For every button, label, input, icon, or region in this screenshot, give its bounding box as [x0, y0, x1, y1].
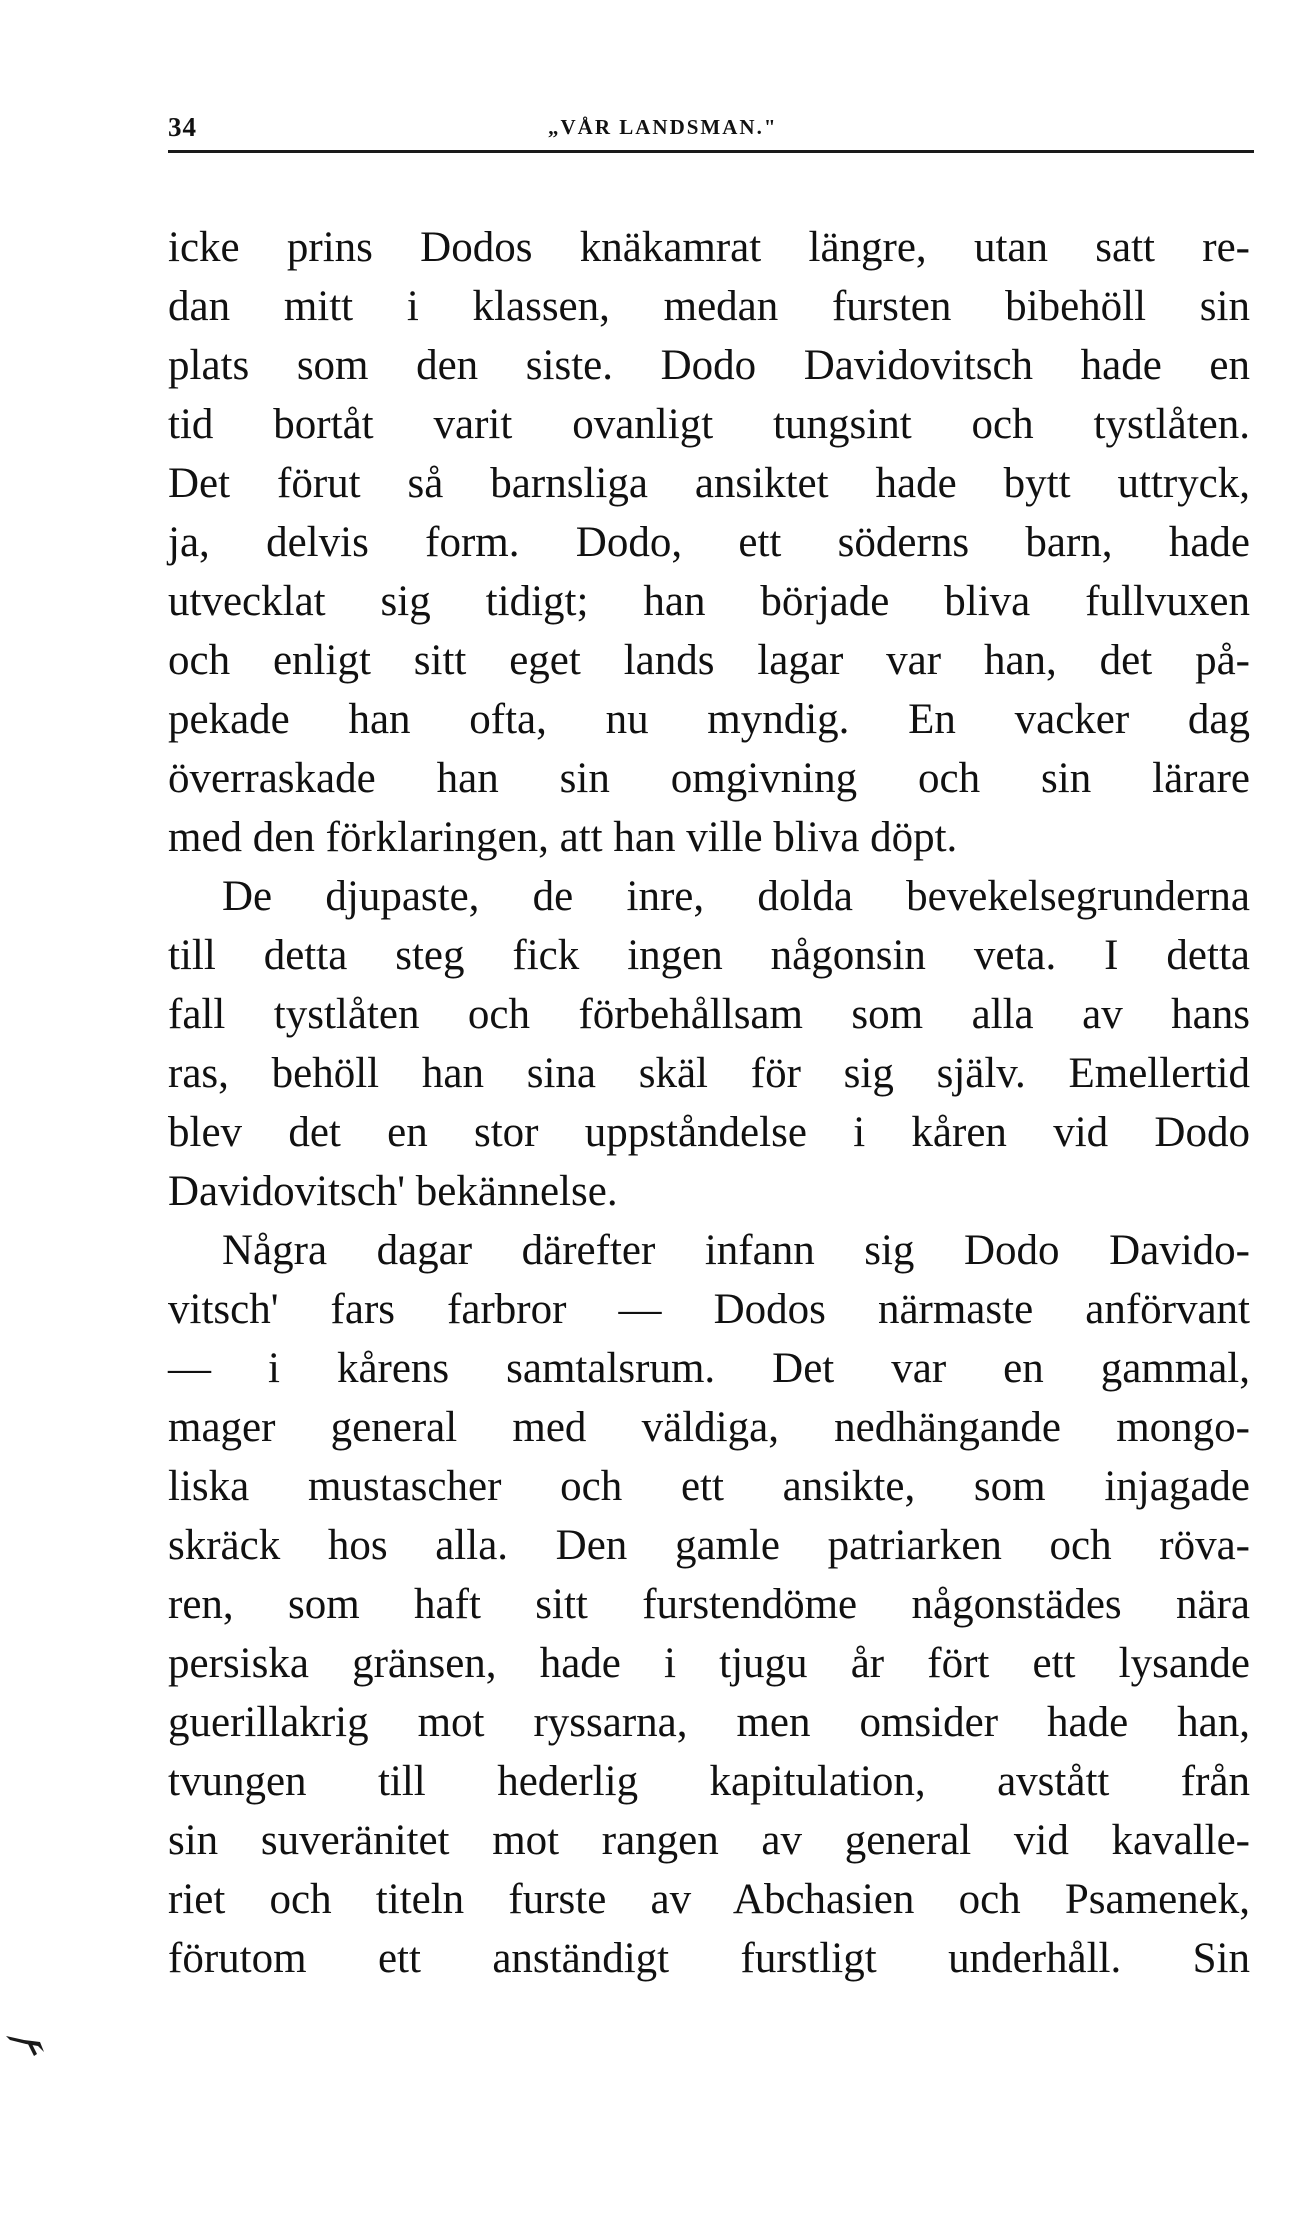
text-line: liska mustascher och ett ansikte, som injagade [168, 1463, 1250, 1510]
text-line: ja, delvis form. Dodo, ett söderns barn, hade [168, 519, 1250, 566]
text-line: De djupaste, de inre, dolda bevekelsegrunderna [222, 873, 1250, 920]
text-line: Davidovitsch' bekännelse. [168, 1168, 618, 1215]
body-text [168, 218, 1250, 1988]
text-line: plats som den siste. Dodo Davidovitsch hade en [168, 342, 1250, 389]
text-line: tvungen till hederlig kapitulation, avstått från [168, 1758, 1250, 1805]
running-head: „VÅR LANDSMAN." [548, 115, 778, 139]
text-line: Några dagar därefter infann sig Dodo Davido- [222, 1227, 1250, 1274]
text-line: ren, som haft sitt furstendöme någonstädes nära [168, 1581, 1250, 1628]
text-line: förutom ett anständigt furstligt underhåll. Sin [168, 1935, 1250, 1982]
printer-mark-icon [4, 2030, 48, 2060]
text-line: guerillakrig mot ryssarna, men omsider hade han, [168, 1699, 1250, 1746]
text-line: mager general med väldiga, nedhängande mongo- [168, 1404, 1250, 1451]
page-header [168, 112, 1250, 142]
page-number: 34 [168, 112, 197, 142]
text-line: och enligt sitt eget lands lagar var han, det på- [168, 637, 1250, 684]
text-line: tid bortåt varit ovanligt tungsint och tystlåten. [168, 401, 1250, 448]
text-line: persiska gränsen, hade i tjugu år fört ett lysande [168, 1640, 1250, 1687]
text-line: Det förut så barnsliga ansiktet hade bytt uttryck, [168, 460, 1250, 507]
text-line: blev det en stor uppståndelse i kåren vid Dodo [168, 1109, 1250, 1156]
text-line: ras, behöll han sina skäl för sig själv. Emellertid [168, 1050, 1250, 1097]
text-line: — i kårens samtalsrum. Det var en gammal, [168, 1345, 1250, 1392]
text-line: dan mitt i klassen, medan fursten bibehöll sin [168, 283, 1250, 330]
text-line: fall tystlåten och förbehållsam som alla av hans [168, 991, 1250, 1038]
text-line: pekade han ofta, nu myndig. En vacker dag [168, 696, 1250, 743]
text-line: till detta steg fick ingen någonsin veta. I detta [168, 932, 1250, 979]
text-line: sin suveränitet mot rangen av general vid kavalle- [168, 1817, 1250, 1864]
text-line: med den förklaringen, att han ville bliva döpt. [168, 814, 958, 861]
text-line: riet och titeln furste av Abchasien och Psamenek, [168, 1876, 1250, 1923]
text-line: icke prins Dodos knäkamrat längre, utan satt re- [168, 224, 1250, 271]
text-line: vitsch' fars farbror — Dodos närmaste anförvant [168, 1286, 1250, 1333]
header-rule [168, 150, 1254, 153]
text-line: utvecklat sig tidigt; han började bliva fullvuxen [168, 578, 1250, 625]
text-line: skräck hos alla. Den gamle patriarken och röva- [168, 1522, 1250, 1569]
text-line: överraskade han sin omgivning och sin lärare [168, 755, 1250, 802]
